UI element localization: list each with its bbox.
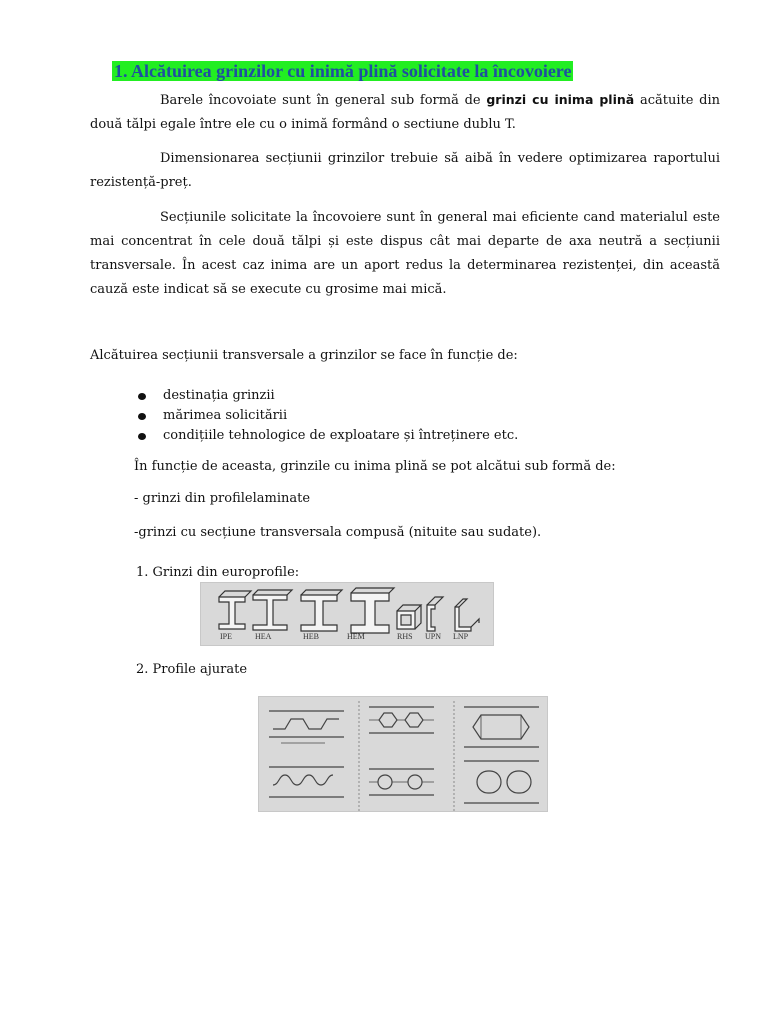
heading-highlight: 1. Alcătuirea grinzilor cu inimă plină solicitate la încovoiere <box>114 61 572 81</box>
europrofiles-drawing <box>201 583 493 645</box>
profile-label: RHS <box>397 632 413 641</box>
castellated-beams-drawing <box>259 697 547 811</box>
text-line-laminate: - grinzi din profilelaminate <box>134 491 311 506</box>
bullet-icon <box>138 393 146 400</box>
list-item-ajurate: 2. Profile ajurate <box>136 662 248 677</box>
paragraph-1-emphasis: grinzi cu inima plină <box>486 92 635 107</box>
text-line-compusa: -grinzi cu secțiune transversala compusă (nituite sau sudate). <box>134 525 542 540</box>
section-heading <box>112 59 573 84</box>
paragraph-1 <box>90 88 720 137</box>
paragraph-1-text-c: acătuite din două tălpi egale între ele cu o inimă formând o sectiune dublu T. <box>90 93 720 132</box>
bullet-icon <box>138 413 146 420</box>
section-intro: Alcătuirea secțiunii transversale a grinzilor se face în funcție de: <box>90 348 518 363</box>
profile-label: UPN <box>425 632 442 641</box>
text-line-functie: În funcție de aceasta, grinzile cu inima plină se pot alcătui sub formă de: <box>134 459 616 474</box>
paragraph-1-text-a: Barele încovoiate sunt în general sub formă de <box>160 93 487 108</box>
castellated-beams-figure <box>258 696 548 812</box>
profile-label: HEA <box>255 632 272 641</box>
bullet-icon <box>138 433 146 440</box>
europrofiles-figure <box>200 582 494 646</box>
paragraph-2-text: Dimensionarea secțiunii grinzilor trebuie să aibă în vedere optimizarea raportului rezistență-preț. <box>90 151 720 190</box>
paragraph-2 <box>90 147 720 195</box>
paragraph-3-text: Secțiunile solicitate la încovoiere sunt în general mai eficiente cand materialul este mai concentrat în cele două tălpi și este dispus cât mai departe de axa neutră a secțiunii transversale. În acest caz inima are un aport redus la determinarea rezistenței, din această cauză este indicat să se execute cu grosime mai mică. <box>90 210 720 297</box>
profile-label: HEB <box>303 632 319 641</box>
profile-label: LNP <box>453 632 469 641</box>
profile-label: HEM <box>347 632 365 641</box>
profile-label: IPE <box>220 632 232 641</box>
list-item-europrofile: 1. Grinzi din europrofile: <box>136 565 300 580</box>
paragraph-3 <box>90 206 720 302</box>
